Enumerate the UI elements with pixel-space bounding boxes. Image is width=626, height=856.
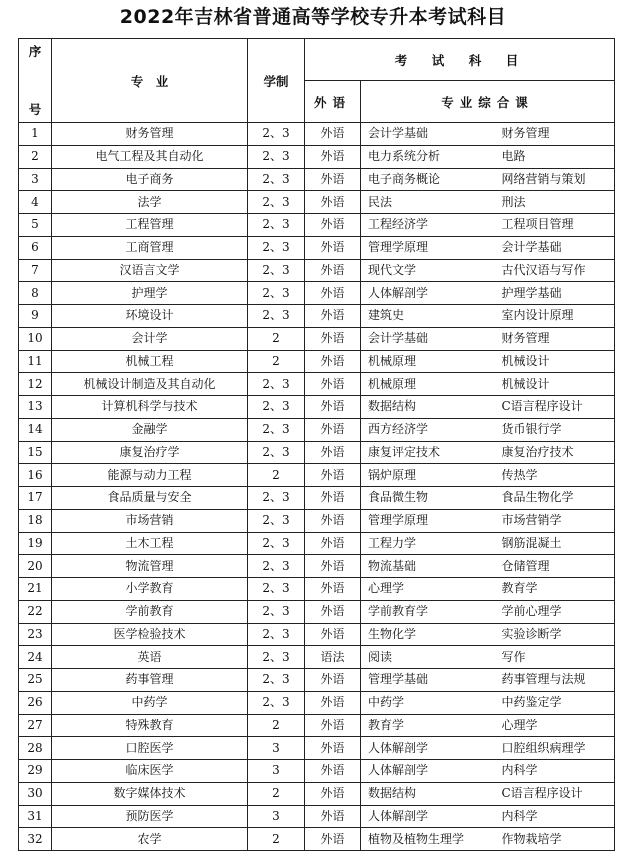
row-foreign-subject: 外语 <box>305 464 361 487</box>
row-foreign-subject: 外语 <box>305 214 361 237</box>
row-years: 2、3 <box>248 259 305 282</box>
row-professional-subject-2: 古代汉语与写作 <box>494 259 615 282</box>
row-major: 机械工程 <box>52 350 248 373</box>
row-foreign-subject: 外语 <box>305 168 361 191</box>
row-number: 30 <box>19 782 52 805</box>
row-number: 12 <box>19 373 52 396</box>
table-row <box>19 236 615 259</box>
row-professional-subject-2: 室内设计原理 <box>494 305 615 328</box>
row-number: 22 <box>19 600 52 623</box>
header-foreign: 外语 <box>305 81 361 123</box>
row-foreign-subject: 外语 <box>305 327 361 350</box>
row-number: 26 <box>19 691 52 714</box>
row-professional-subject-1: 会计学基础 <box>361 327 494 350</box>
row-number: 19 <box>19 532 52 555</box>
row-foreign-subject: 外语 <box>305 760 361 783</box>
table-row <box>19 532 615 555</box>
table-row <box>19 623 615 646</box>
row-professional-subject-1: 会计学基础 <box>361 123 494 146</box>
table-row <box>19 464 615 487</box>
row-professional-subject-2: 电路 <box>494 145 615 168</box>
row-professional-subject-1: 机械原理 <box>361 373 494 396</box>
row-professional-subject-2: 机械设计 <box>494 350 615 373</box>
row-foreign-subject: 外语 <box>305 532 361 555</box>
row-years: 2、3 <box>248 509 305 532</box>
row-years: 2、3 <box>248 646 305 669</box>
row-years: 2、3 <box>248 555 305 578</box>
row-foreign-subject: 外语 <box>305 145 361 168</box>
row-professional-subject-2: 康复治疗技术 <box>494 441 615 464</box>
row-number: 31 <box>19 805 52 828</box>
row-major: 医学检验技术 <box>52 623 248 646</box>
table-row <box>19 737 615 760</box>
row-major: 预防医学 <box>52 805 248 828</box>
row-professional-subject-2: 食品生物化学 <box>494 487 615 510</box>
row-foreign-subject: 外语 <box>305 305 361 328</box>
row-major: 口腔医学 <box>52 737 248 760</box>
header-years: 学制 <box>248 39 305 123</box>
row-professional-subject-2: 口腔组织病理学 <box>494 737 615 760</box>
row-years: 2、3 <box>248 691 305 714</box>
row-professional-subject-2: 市场营销学 <box>494 509 615 532</box>
row-foreign-subject: 外语 <box>305 669 361 692</box>
row-professional-subject-1: 管理学原理 <box>361 236 494 259</box>
row-major: 环境设计 <box>52 305 248 328</box>
row-years: 2、3 <box>248 168 305 191</box>
row-foreign-subject: 外语 <box>305 282 361 305</box>
row-professional-subject-2: 内科学 <box>494 760 615 783</box>
row-professional-subject-1: 锅炉原理 <box>361 464 494 487</box>
row-foreign-subject: 外语 <box>305 555 361 578</box>
row-years: 2 <box>248 350 305 373</box>
row-professional-subject-1: 数据结构 <box>361 782 494 805</box>
row-professional-subject-2: 钢筋混凝土 <box>494 532 615 555</box>
row-foreign-subject: 外语 <box>305 714 361 737</box>
row-number: 25 <box>19 669 52 692</box>
header-no-bottom: 号 <box>28 101 42 117</box>
table-row <box>19 600 615 623</box>
row-foreign-subject: 外语 <box>305 350 361 373</box>
row-number: 11 <box>19 350 52 373</box>
page-title: 2022年吉林省普通高等学校专升本考试科目 <box>119 6 507 28</box>
row-years: 2、3 <box>248 623 305 646</box>
row-professional-subject-1: 植物及植物生理学 <box>361 828 494 851</box>
row-major: 物流管理 <box>52 555 248 578</box>
row-professional-subject-2: 护理学基础 <box>494 282 615 305</box>
row-professional-subject-1: 机械原理 <box>361 350 494 373</box>
table-row <box>19 123 615 146</box>
row-number: 9 <box>19 305 52 328</box>
row-major: 财务管理 <box>52 123 248 146</box>
row-major: 中药学 <box>52 691 248 714</box>
row-major: 农学 <box>52 828 248 851</box>
row-professional-subject-2: 网络营销与策划 <box>494 168 615 191</box>
row-years: 2、3 <box>248 123 305 146</box>
table-row <box>19 578 615 601</box>
row-foreign-subject: 外语 <box>305 373 361 396</box>
row-professional-subject-2: 教育学 <box>494 578 615 601</box>
row-major: 特殊教育 <box>52 714 248 737</box>
row-years: 2、3 <box>248 145 305 168</box>
row-professional-subject-2: 写作 <box>494 646 615 669</box>
table-row <box>19 214 615 237</box>
table-row <box>19 646 615 669</box>
row-number: 18 <box>19 509 52 532</box>
row-professional-subject-2: 工程项目管理 <box>494 214 615 237</box>
row-number: 2 <box>19 145 52 168</box>
row-major: 电子商务 <box>52 168 248 191</box>
row-years: 2、3 <box>248 305 305 328</box>
row-years: 2 <box>248 464 305 487</box>
row-professional-subject-1: 康复评定技术 <box>361 441 494 464</box>
row-years: 2、3 <box>248 669 305 692</box>
row-professional-subject-2: 药事管理与法规 <box>494 669 615 692</box>
row-years: 2、3 <box>248 487 305 510</box>
row-foreign-subject: 外语 <box>305 487 361 510</box>
row-number: 20 <box>19 555 52 578</box>
row-professional-subject-1: 工程经济学 <box>361 214 494 237</box>
row-professional-subject-2: 作物栽培学 <box>494 828 615 851</box>
row-professional-subject-2: 中药鉴定学 <box>494 691 615 714</box>
row-foreign-subject: 外语 <box>305 578 361 601</box>
row-major: 康复治疗学 <box>52 441 248 464</box>
row-foreign-subject: 外语 <box>305 418 361 441</box>
row-professional-subject-2: 内科学 <box>494 805 615 828</box>
row-foreign-subject: 外语 <box>305 123 361 146</box>
row-major: 会计学 <box>52 327 248 350</box>
row-foreign-subject: 外语 <box>305 236 361 259</box>
table-row <box>19 418 615 441</box>
header-professional: 专业综合课 <box>361 81 615 123</box>
table-row <box>19 145 615 168</box>
table-row <box>19 487 615 510</box>
table-row <box>19 259 615 282</box>
row-years: 2、3 <box>248 600 305 623</box>
row-major: 护理学 <box>52 282 248 305</box>
row-years: 2、3 <box>248 236 305 259</box>
row-professional-subject-1: 人体解剖学 <box>361 805 494 828</box>
row-major: 土木工程 <box>52 532 248 555</box>
row-major: 法学 <box>52 191 248 214</box>
row-foreign-subject: 外语 <box>305 396 361 419</box>
table-row <box>19 691 615 714</box>
row-number: 7 <box>19 259 52 282</box>
header-subjects: 考 试 科 目 <box>305 39 615 81</box>
row-number: 32 <box>19 828 52 851</box>
table-row <box>19 760 615 783</box>
header-major: 专 业 <box>52 39 248 123</box>
row-professional-subject-1: 人体解剖学 <box>361 282 494 305</box>
row-professional-subject-1: 民法 <box>361 191 494 214</box>
row-major: 能源与动力工程 <box>52 464 248 487</box>
row-professional-subject-1: 现代文学 <box>361 259 494 282</box>
table-row <box>19 168 615 191</box>
row-number: 4 <box>19 191 52 214</box>
table-row <box>19 805 615 828</box>
row-professional-subject-2: 货币银行学 <box>494 418 615 441</box>
row-foreign-subject: 外语 <box>305 441 361 464</box>
row-professional-subject-1: 教育学 <box>361 714 494 737</box>
row-professional-subject-1: 学前教育学 <box>361 600 494 623</box>
row-years: 2、3 <box>248 282 305 305</box>
table-row <box>19 282 615 305</box>
row-major: 市场营销 <box>52 509 248 532</box>
exam-subjects-table <box>18 38 615 851</box>
row-number: 5 <box>19 214 52 237</box>
row-professional-subject-2: C语言程序设计 <box>494 782 615 805</box>
row-number: 29 <box>19 760 52 783</box>
row-professional-subject-2: 学前心理学 <box>494 600 615 623</box>
table-row <box>19 373 615 396</box>
row-number: 1 <box>19 123 52 146</box>
row-professional-subject-1: 管理学基础 <box>361 669 494 692</box>
row-number: 10 <box>19 327 52 350</box>
row-major: 数字媒体技术 <box>52 782 248 805</box>
row-years: 2 <box>248 782 305 805</box>
row-professional-subject-2: 心理学 <box>494 714 615 737</box>
row-number: 13 <box>19 396 52 419</box>
table-row <box>19 305 615 328</box>
row-major: 临床医学 <box>52 760 248 783</box>
row-years: 2、3 <box>248 214 305 237</box>
row-number: 14 <box>19 418 52 441</box>
row-professional-subject-1: 电力系统分析 <box>361 145 494 168</box>
row-professional-subject-1: 管理学原理 <box>361 509 494 532</box>
row-major: 药事管理 <box>52 669 248 692</box>
row-years: 2 <box>248 327 305 350</box>
row-foreign-subject: 语法 <box>305 646 361 669</box>
row-professional-subject-1: 中药学 <box>361 691 494 714</box>
row-major: 学前教育 <box>52 600 248 623</box>
row-years: 3 <box>248 737 305 760</box>
table-body <box>19 123 615 851</box>
row-major: 工程管理 <box>52 214 248 237</box>
header-no-top: 序 <box>28 43 42 59</box>
row-major: 小学教育 <box>52 578 248 601</box>
row-professional-subject-1: 电子商务概论 <box>361 168 494 191</box>
row-years: 2 <box>248 828 305 851</box>
row-foreign-subject: 外语 <box>305 691 361 714</box>
row-number: 27 <box>19 714 52 737</box>
row-years: 2、3 <box>248 373 305 396</box>
row-foreign-subject: 外语 <box>305 737 361 760</box>
row-years: 3 <box>248 805 305 828</box>
row-major: 计算机科学与技术 <box>52 396 248 419</box>
row-professional-subject-1: 物流基础 <box>361 555 494 578</box>
row-professional-subject-2: 实验诊断学 <box>494 623 615 646</box>
table-row <box>19 350 615 373</box>
row-number: 15 <box>19 441 52 464</box>
row-number: 28 <box>19 737 52 760</box>
header-no <box>19 39 52 123</box>
row-number: 21 <box>19 578 52 601</box>
row-major: 金融学 <box>52 418 248 441</box>
row-professional-subject-1: 生物化学 <box>361 623 494 646</box>
row-professional-subject-2: 机械设计 <box>494 373 615 396</box>
row-foreign-subject: 外语 <box>305 509 361 532</box>
row-professional-subject-2: 财务管理 <box>494 123 615 146</box>
row-professional-subject-1: 食品微生物 <box>361 487 494 510</box>
table-row <box>19 327 615 350</box>
row-foreign-subject: 外语 <box>305 259 361 282</box>
row-number: 6 <box>19 236 52 259</box>
row-foreign-subject: 外语 <box>305 782 361 805</box>
table-row <box>19 782 615 805</box>
row-major: 工商管理 <box>52 236 248 259</box>
row-professional-subject-1: 阅读 <box>361 646 494 669</box>
table-row <box>19 191 615 214</box>
table-row <box>19 396 615 419</box>
row-major: 汉语言文学 <box>52 259 248 282</box>
table-row <box>19 669 615 692</box>
row-years: 2、3 <box>248 396 305 419</box>
row-number: 16 <box>19 464 52 487</box>
row-major: 电气工程及其自动化 <box>52 145 248 168</box>
table-row <box>19 509 615 532</box>
row-professional-subject-1: 数据结构 <box>361 396 494 419</box>
row-years: 2、3 <box>248 441 305 464</box>
row-professional-subject-1: 人体解剖学 <box>361 737 494 760</box>
table-row <box>19 828 615 851</box>
row-professional-subject-2: 传热学 <box>494 464 615 487</box>
table-row <box>19 714 615 737</box>
row-professional-subject-1: 西方经济学 <box>361 418 494 441</box>
row-foreign-subject: 外语 <box>305 828 361 851</box>
row-foreign-subject: 外语 <box>305 600 361 623</box>
row-number: 23 <box>19 623 52 646</box>
row-number: 8 <box>19 282 52 305</box>
row-foreign-subject: 外语 <box>305 623 361 646</box>
row-foreign-subject: 外语 <box>305 805 361 828</box>
row-number: 3 <box>19 168 52 191</box>
row-foreign-subject: 外语 <box>305 191 361 214</box>
row-professional-subject-2: 刑法 <box>494 191 615 214</box>
row-years: 2、3 <box>248 532 305 555</box>
table-row <box>19 555 615 578</box>
row-years: 2、3 <box>248 578 305 601</box>
row-professional-subject-1: 心理学 <box>361 578 494 601</box>
row-professional-subject-2: 财务管理 <box>494 327 615 350</box>
table-row <box>19 441 615 464</box>
row-major: 英语 <box>52 646 248 669</box>
row-professional-subject-2: 会计学基础 <box>494 236 615 259</box>
row-years: 2、3 <box>248 191 305 214</box>
row-years: 2、3 <box>248 418 305 441</box>
row-years: 2 <box>248 714 305 737</box>
row-years: 3 <box>248 760 305 783</box>
row-professional-subject-1: 人体解剖学 <box>361 760 494 783</box>
row-professional-subject-2: 仓储管理 <box>494 555 615 578</box>
row-major: 食品质量与安全 <box>52 487 248 510</box>
row-number: 24 <box>19 646 52 669</box>
row-number: 17 <box>19 487 52 510</box>
row-major: 机械设计制造及其自动化 <box>52 373 248 396</box>
row-professional-subject-1: 工程力学 <box>361 532 494 555</box>
row-professional-subject-1: 建筑史 <box>361 305 494 328</box>
row-professional-subject-2: C语言程序设计 <box>494 396 615 419</box>
